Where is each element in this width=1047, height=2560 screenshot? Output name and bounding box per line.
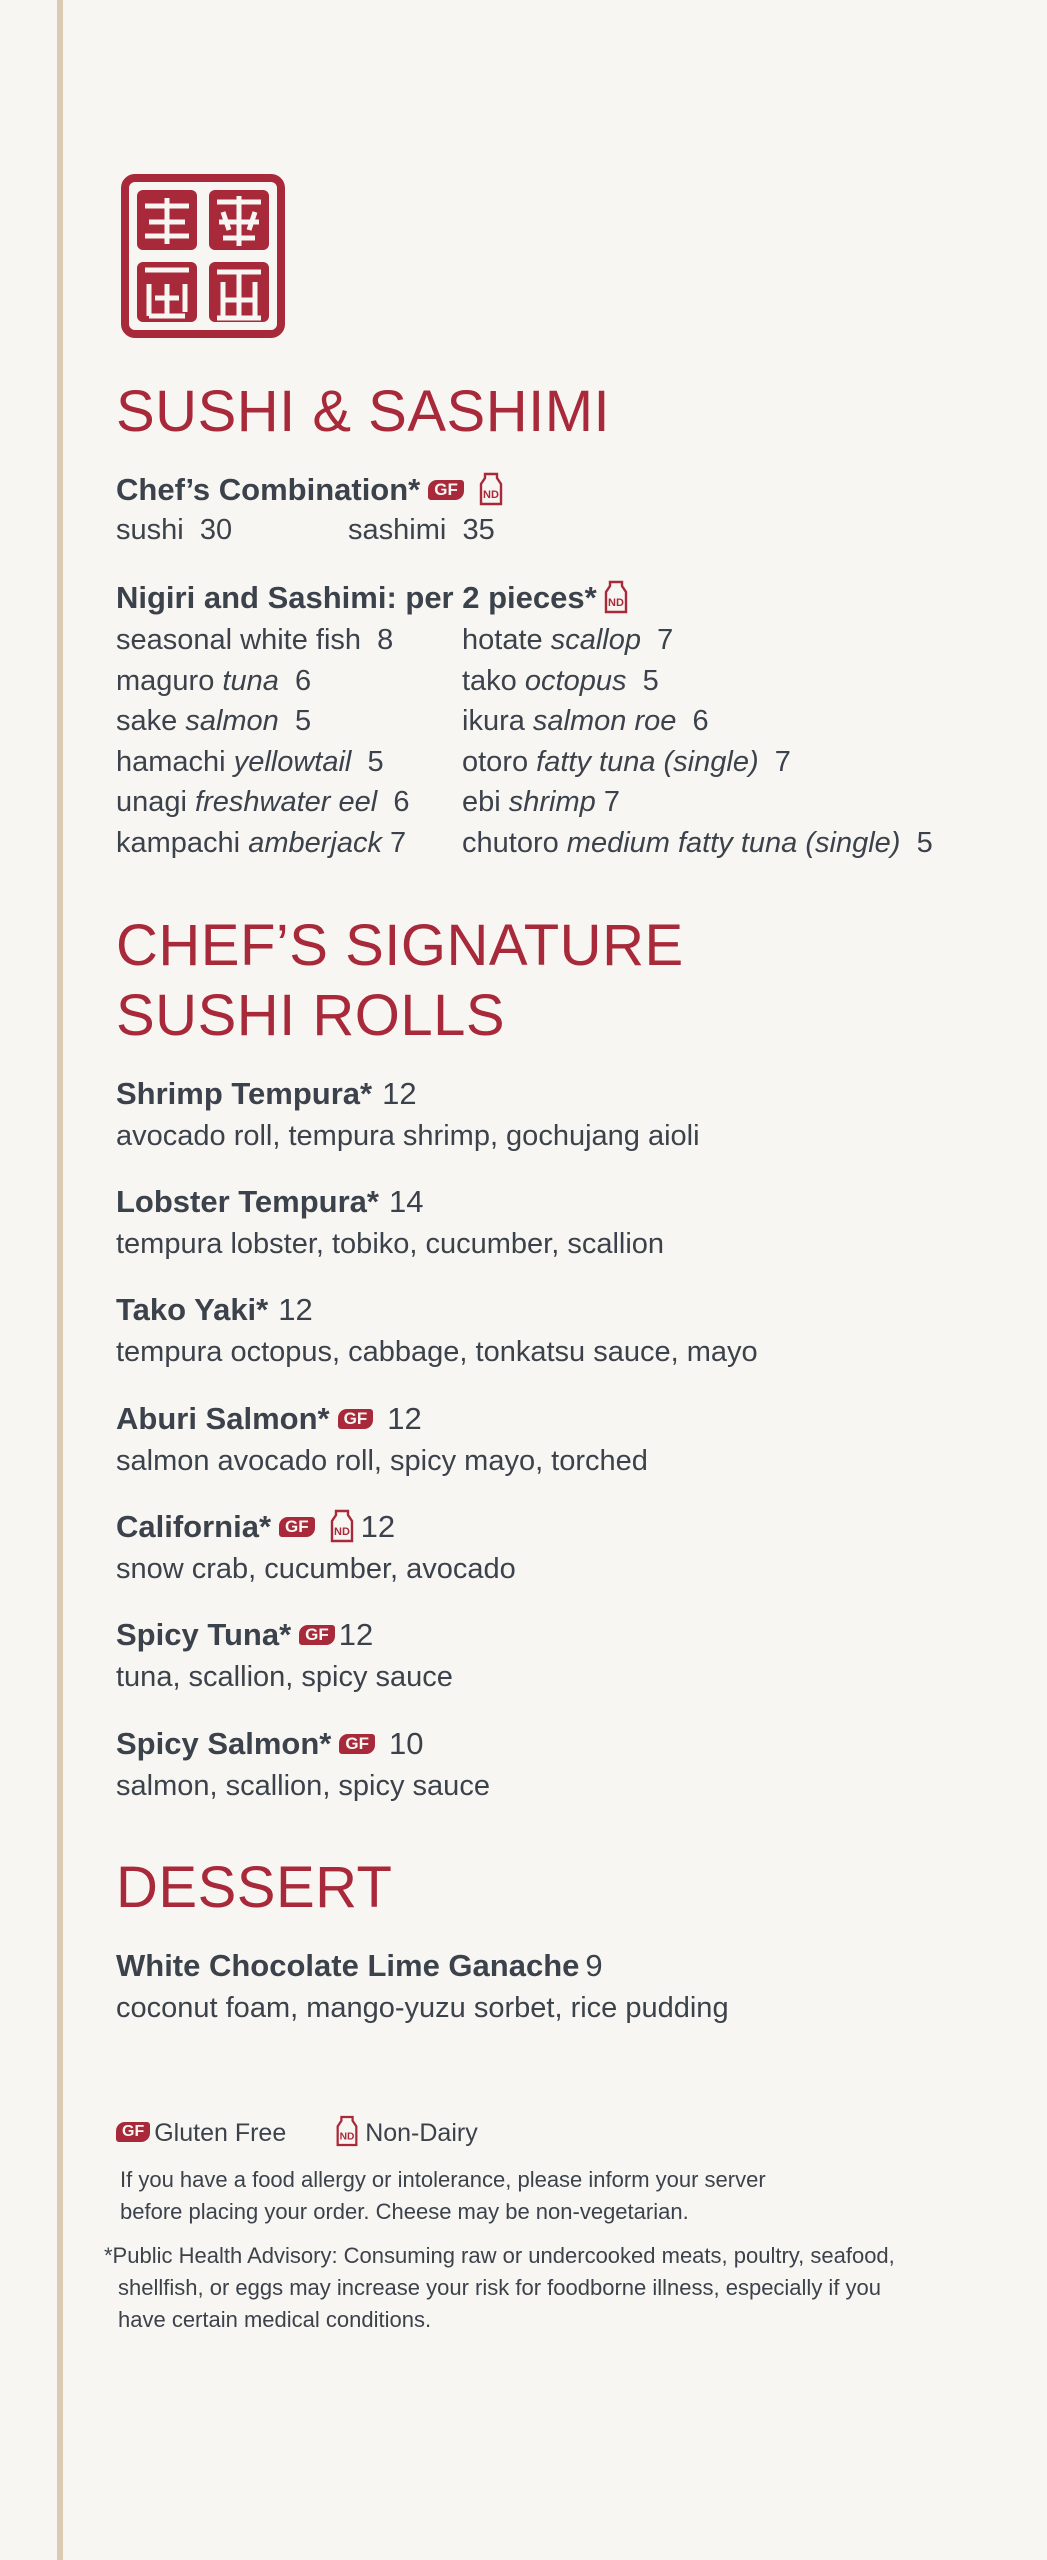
svg-text:ND: ND bbox=[607, 596, 624, 609]
section-title-signature-2: SUSHI ROLLS bbox=[116, 983, 506, 1048]
list-item: tako octopus 5 bbox=[462, 665, 659, 697]
svg-text:ND: ND bbox=[333, 1525, 350, 1538]
allergy-note-line: before placing your order. Cheese may be non-vegetarian. bbox=[120, 2199, 689, 2224]
sushi-label: sushi bbox=[116, 514, 184, 546]
roll-desc: salmon avocado roll, spicy mayo, torched bbox=[116, 1445, 648, 1477]
roll-name: Shrimp Tempura* 12 bbox=[116, 1076, 417, 1111]
list-item: seasonal white fish 8 bbox=[116, 624, 394, 656]
gluten-free-icon: GF bbox=[116, 2122, 150, 2142]
roll-desc: avocado roll, tempura shrimp, gochujang aioli bbox=[116, 1120, 700, 1152]
chef-combination-name: Chef’s Combination* bbox=[116, 472, 421, 507]
gluten-free-icon: GF bbox=[299, 1625, 335, 1645]
chef-combo-sushi bbox=[116, 510, 232, 550]
dietary-legend bbox=[116, 2116, 478, 2150]
list-item: hotate scallop 7 bbox=[462, 624, 674, 656]
section-title-dessert: DESSERT bbox=[116, 1855, 393, 1920]
roll-name: Tako Yaki* 12 bbox=[116, 1292, 313, 1327]
list-item: chutoro medium fatty tuna (single) 5 bbox=[462, 827, 933, 859]
sashimi-label: sashimi bbox=[348, 514, 447, 546]
allergy-note-line: If you have a food allergy or intolerance, please inform your server bbox=[120, 2167, 766, 2192]
list-item: unagi freshwater eel 6 bbox=[116, 786, 410, 818]
chef-combination-item bbox=[116, 470, 510, 510]
list-item: ikura salmon roe 6 bbox=[462, 705, 709, 737]
nigiri-heading-text: Nigiri and Sashimi: per 2 pieces* bbox=[116, 580, 597, 615]
svg-text:ND: ND bbox=[339, 2131, 355, 2143]
sashimi-price: 35 bbox=[462, 514, 495, 546]
non-dairy-label: Non-Dairy bbox=[365, 2119, 478, 2147]
nigiri-heading bbox=[116, 578, 635, 618]
non-dairy-icon bbox=[476, 472, 506, 506]
list-item: ebi shrimp 7 bbox=[462, 786, 620, 818]
health-advisory-line: *Public Health Advisory: Consuming raw or undercooked meats, poultry, seafood, bbox=[104, 2243, 895, 2268]
roll-desc: tempura octopus, cabbage, tonkatsu sauce, mayo bbox=[116, 1336, 758, 1368]
list-item: sake salmon 5 bbox=[116, 705, 312, 737]
gluten-free-icon: GF bbox=[338, 1409, 374, 1429]
roll-desc: salmon, scallion, spicy sauce bbox=[116, 1770, 490, 1802]
non-dairy-icon bbox=[601, 580, 631, 614]
health-advisory-line: shellfish, or eggs may increase your risk for foodborne illness, especially if you bbox=[118, 2275, 882, 2300]
non-dairy-icon bbox=[327, 1509, 357, 1543]
section-title-signature-1: CHEF’S SIGNATURE bbox=[116, 913, 684, 978]
red-seal-logo bbox=[119, 172, 287, 340]
roll-name: Spicy Salmon* GF 10 bbox=[116, 1726, 424, 1761]
dessert-desc: coconut foam, mango-yuzu sorbet, rice pudding bbox=[116, 1992, 729, 2024]
list-item: hamachi yellowtail 5 bbox=[116, 746, 384, 778]
gluten-free-label: Gluten Free bbox=[154, 2119, 287, 2147]
health-advisory-line: have certain medical conditions. bbox=[118, 2307, 432, 2332]
roll-name: California* GF ND 12 bbox=[116, 1509, 396, 1544]
roll-desc: snow crab, cucumber, avocado bbox=[116, 1553, 516, 1585]
list-item: maguro tuna 6 bbox=[116, 665, 312, 697]
roll-name: Spicy Tuna* GF 12 bbox=[116, 1617, 374, 1652]
roll-name: Aburi Salmon* GF 12 bbox=[116, 1401, 422, 1436]
left-border-rule bbox=[57, 0, 63, 2560]
svg-text:ND: ND bbox=[482, 488, 499, 501]
gluten-free-icon: GF bbox=[428, 480, 464, 500]
gluten-free-icon: GF bbox=[339, 1734, 375, 1754]
roll-desc: tempura lobster, tobiko, cucumber, scallion bbox=[116, 1228, 665, 1260]
sushi-price: 30 bbox=[199, 514, 233, 546]
roll-name: Lobster Tempura* 14 bbox=[116, 1184, 424, 1219]
section-title-sushi: SUSHI & SASHIMI bbox=[116, 379, 611, 444]
non-dairy-icon bbox=[333, 2115, 361, 2147]
gluten-free-icon: GF bbox=[279, 1517, 315, 1537]
list-item: kampachi amberjack 7 bbox=[116, 827, 407, 859]
roll-desc: tuna, scallion, spicy sauce bbox=[116, 1661, 453, 1693]
list-item: otoro fatty tuna (single) 7 bbox=[462, 746, 791, 778]
dessert-name: White Chocolate Lime Ganache 9 bbox=[116, 1948, 603, 1983]
chef-combo-sashimi bbox=[348, 510, 495, 550]
